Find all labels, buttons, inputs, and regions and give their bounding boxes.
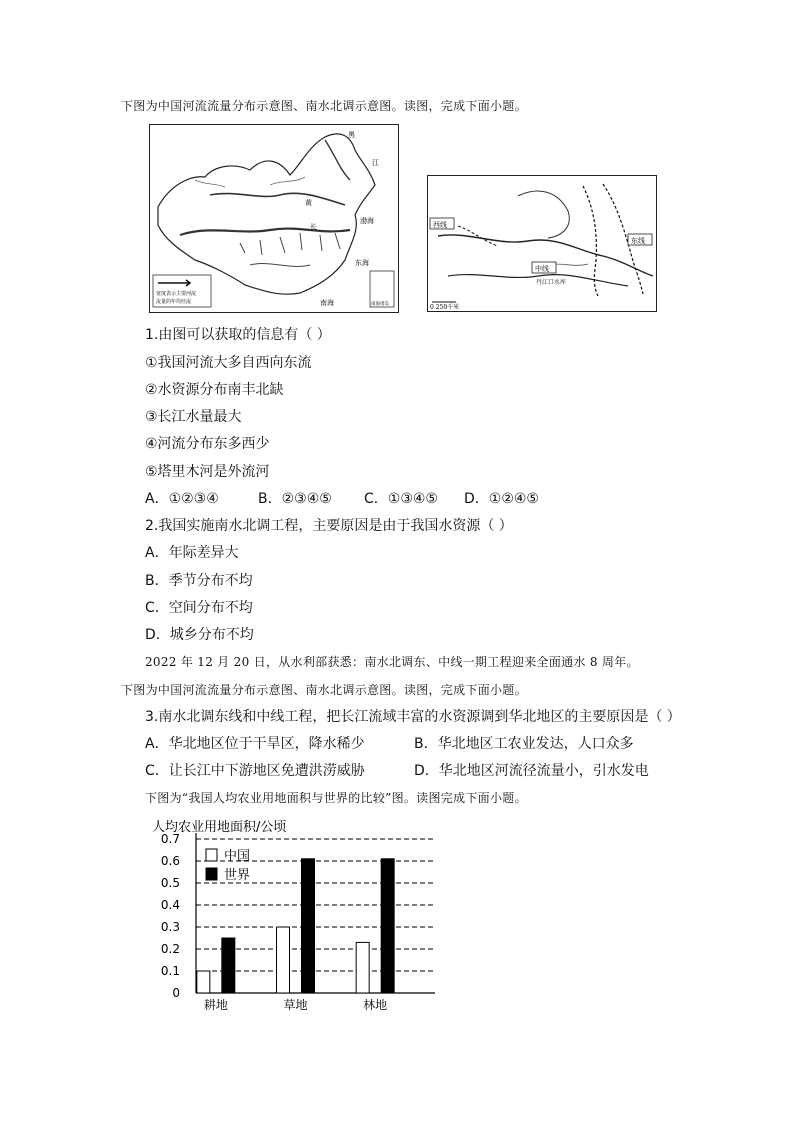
bar-world	[381, 859, 394, 993]
map-label-hei: 黑	[348, 131, 355, 139]
q1-stem: 1.由图可以获取的信息有（ ）	[145, 327, 331, 343]
q1-statement-3: ③长江水量最大	[145, 409, 242, 425]
q1-option-b[interactable]: B．②③④⑤	[258, 491, 332, 507]
q3-option-c[interactable]: C．让长江中下游地区免遭洪涝威胁	[145, 763, 365, 779]
x-tick-label: 耕地	[203, 998, 228, 1012]
east-route-label: 东线	[631, 237, 645, 245]
x-tick-label: 林地	[363, 998, 388, 1012]
y-tick-label: 0.1	[160, 964, 180, 978]
legend-swatch	[206, 849, 217, 861]
y-tick-label: 0.7	[160, 832, 180, 846]
transfer-map-svg	[428, 176, 656, 311]
q3-option-a[interactable]: A．华北地区位于干旱区，降水稀少	[145, 736, 365, 752]
china-river-map	[149, 124, 399, 313]
china-map-svg	[150, 125, 398, 312]
x-tick-label: 草地	[283, 998, 308, 1012]
y-tick-label: 0.2	[160, 942, 180, 956]
map-label-huang: 黄	[305, 199, 312, 207]
farmland-bar-chart	[140, 815, 450, 1015]
intro-text-2a: 2022 年 12 月 20 日，从水利部获悉：南水北调东、中线一期工程迎来全面通水 8 周年。	[145, 655, 639, 669]
map-label-jiang: 江	[372, 159, 379, 167]
intro-text-1: 下图为中国河流流量分布示意图、南水北调示意图。读图，完成下面小题。	[121, 99, 527, 113]
q1-statement-1: ①我国河流大多自西向东流	[145, 355, 312, 371]
legend-label: 世界	[224, 868, 251, 883]
middle-route-label: 中线	[535, 265, 549, 273]
map-label-donghai: 东海	[355, 259, 369, 267]
y-tick-label: 0.3	[160, 920, 180, 934]
q1-statement-2: ②水资源分布南丰北缺	[145, 382, 284, 398]
map-label-bohai: 渤海	[360, 217, 374, 225]
inset-label: 南海诸岛	[371, 302, 389, 307]
scale-label: 0 250千米	[430, 304, 460, 311]
legend-swatch	[206, 868, 217, 880]
y-tick-label: 0	[172, 986, 180, 1000]
map-label-chang: 长	[310, 223, 317, 231]
q2-stem: 2.我国实施南水北调工程，主要原因是由于我国水资源（ ）	[145, 518, 513, 534]
q3-option-b[interactable]: B．华北地区工农业发达，人口众多	[414, 736, 634, 752]
legend-label: 中国	[224, 849, 251, 864]
q1-option-c[interactable]: C．①③④⑤	[364, 491, 438, 507]
west-route-label: 西线	[433, 221, 447, 229]
q3-stem: 3.南水北调东线和中线工程，把长江流域丰富的水资源调到华北地区的主要原因是（ ）	[145, 709, 681, 725]
q2-option-c[interactable]: C．空间分布不均	[145, 600, 253, 616]
y-tick-label: 0.6	[160, 854, 180, 868]
chart-svg	[140, 815, 450, 1015]
water-transfer-map	[427, 175, 657, 312]
bar-world	[302, 859, 315, 993]
bar-china	[197, 971, 210, 993]
intro-text-3: 下图为“我国人均农业用地面积与世界的比较”图。读图完成下面小题。	[145, 791, 527, 805]
intro-text-2b: 下图为中国河流流量分布示意图、南水北调示意图。读图，完成下面小题。	[121, 683, 527, 697]
reservoir-label: 丹江口水库	[536, 279, 567, 286]
q1-statement-5: ⑤塔里木河是外流河	[145, 464, 270, 480]
q1-option-a[interactable]: A．①②③④	[145, 491, 219, 507]
bar-china	[277, 927, 290, 993]
q2-option-b[interactable]: B．季节分布不均	[145, 573, 253, 589]
chart-title: 人均农业用地面积/公顷	[152, 820, 287, 835]
q2-option-d[interactable]: D．城乡分布不均	[145, 627, 254, 643]
bar-china	[356, 942, 369, 993]
y-tick-label: 0.4	[160, 898, 180, 912]
legend-text-2: 流量的年均径流	[156, 299, 192, 305]
q3-option-d[interactable]: D．华北地区河流径流量小，引水发电	[414, 763, 649, 779]
q1-statement-4: ④河流分布东多西少	[145, 436, 270, 452]
map-label-nanhai: 南海	[320, 299, 334, 307]
y-tick-label: 0.5	[160, 876, 180, 890]
q1-option-d[interactable]: D．①②④⑤	[464, 491, 539, 507]
legend-text-1: 宽度表示主要河流	[156, 291, 197, 297]
bar-world	[222, 938, 235, 993]
q2-option-a[interactable]: A．年际差异大	[145, 545, 239, 561]
